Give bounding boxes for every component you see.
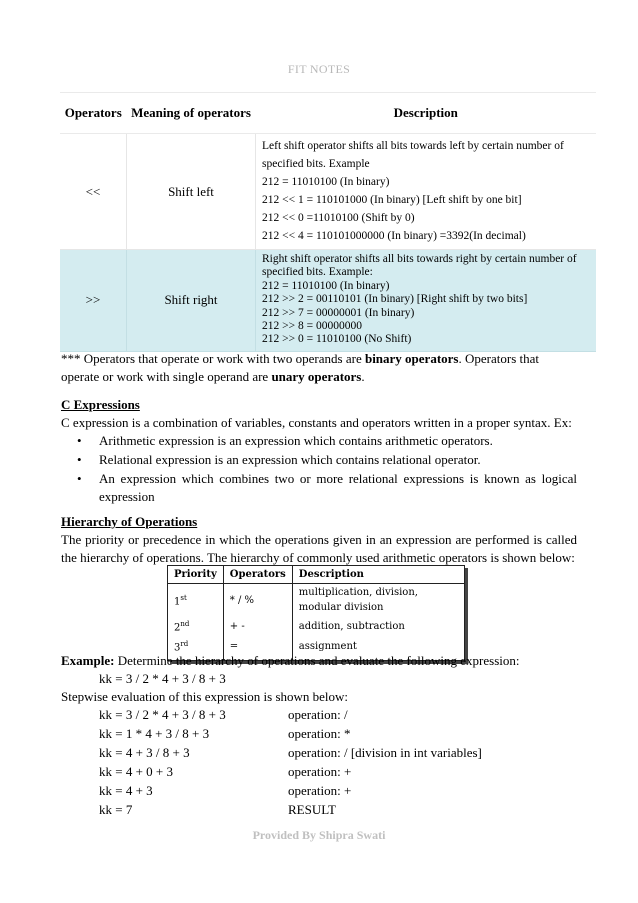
description-line: 212 << 4 = 110101000000 (In binary) =3392(In decimal) [262, 230, 526, 242]
priority-number: 3 [174, 642, 181, 654]
description-line: Right shift operator shifts all bits towards right by certain number of [262, 253, 577, 265]
c-expressions-list [61, 432, 577, 507]
list-item [61, 470, 577, 506]
priority-suffix: st [180, 593, 187, 602]
operators-table-header-row [60, 93, 596, 134]
page-header: FIT NOTES [287, 62, 351, 76]
header-description: Description [292, 566, 464, 584]
step-row [99, 802, 482, 821]
priority-suffix: nd [180, 620, 190, 628]
operator-cell: << [60, 134, 127, 250]
step-operation: RESULT [288, 802, 336, 817]
step-expression: kk = 4 + 0 + 3 [99, 764, 173, 779]
description-cell [256, 250, 597, 352]
table-row [168, 616, 465, 636]
example-statement [61, 652, 577, 670]
step-expression: kk = 3 / 2 * 4 + 3 / 8 + 3 [99, 707, 226, 722]
list-item-text: Relational expression is an expression which contains relational operator. [99, 452, 481, 467]
description-line: 212 >> 7 = 00000001 (In binary) [262, 306, 415, 319]
note-unary-operators: unary operators [271, 369, 362, 384]
description-cell: addition, subtraction [298, 620, 405, 632]
step-operation: operation: / [division in int variables] [288, 745, 482, 760]
header-operators: Operators [60, 93, 127, 134]
page-footer: Provided By Shipra Swati [252, 828, 386, 842]
step-row [99, 745, 482, 764]
c-expressions-heading: C Expressions [61, 397, 140, 412]
hierarchy-text: The priority or precedence in which the operations given in an expression are performed is called the hierarchy of operations. The hierarchy of commonly used arithmetic operators is shown below: [61, 532, 577, 565]
list-item [61, 432, 577, 450]
operators-cell: = [223, 636, 292, 660]
step-expression: kk = 1 * 4 + 3 / 8 + 3 [99, 726, 210, 741]
operators-table [60, 92, 596, 352]
priority-number: 2 [174, 622, 181, 634]
header-meaning: Meaning of operators [127, 93, 256, 134]
note-text: . Operators that operate or work with single operand are [61, 351, 540, 384]
step-operation: operation: / [288, 707, 348, 722]
meaning-cell: Shift left [127, 134, 256, 250]
header-priority: Priority [168, 566, 224, 584]
step-row [99, 726, 482, 745]
priority-cell [168, 616, 224, 636]
example-label: Example: [61, 653, 115, 668]
evaluation-steps [99, 707, 482, 821]
description-line: specified bits. Example: [262, 266, 373, 279]
description-line: 212 >> 8 = 00000000 [262, 320, 362, 333]
step-expression: kk = 7 [99, 802, 133, 817]
operators-cell: + - [223, 616, 292, 636]
step-row [99, 764, 482, 783]
description-line: 212 << 1 = 110101000 (In binary) [Left shift by one bit] [262, 194, 522, 206]
priority-table-header-row [168, 566, 465, 584]
step-operation: operation: + [288, 783, 352, 798]
header-description: Description [256, 93, 597, 134]
description-line: 212 = 11010100 (In binary) [262, 176, 390, 188]
c-expressions-intro: C expression is a combination of variables, constants and operators written in a proper syntax. Ex: [61, 415, 572, 430]
description-line: 212 >> 0 = 11010100 (No Shift) [262, 333, 412, 346]
list-item-text: Arithmetic expression is an expression which contains arithmetic operators. [99, 433, 493, 448]
hierarchy-heading: Hierarchy of Operations [61, 514, 198, 529]
note-text: . [361, 369, 365, 384]
description-line: 212 << 0 =11010100 (Shift by 0) [262, 212, 415, 224]
example-text: Determine the hierarchy of operations and evaluate the following expression: [114, 653, 520, 668]
header-operators: Operators [223, 566, 292, 584]
description-cell: assignment [298, 640, 357, 652]
operators-note [61, 350, 577, 386]
bullet-icon: • [77, 471, 82, 486]
priority-table [167, 565, 465, 661]
operator-cell: >> [60, 250, 127, 352]
example-expression: kk = 3 / 2 * 4 + 3 / 8 + 3 [99, 671, 226, 686]
stepwise-intro: Stepwise evaluation of this expression is shown below: [61, 689, 349, 704]
priority-cell [168, 584, 224, 617]
description-cell: multiplication, division, modular division [298, 587, 418, 613]
step-row [99, 783, 482, 802]
step-operation: operation: + [288, 764, 352, 779]
description-cell [256, 134, 597, 250]
step-expression: kk = 4 + 3 / 8 + 3 [99, 745, 190, 760]
step-operation: operation: * [288, 726, 351, 741]
operators-cell: * / % [223, 584, 292, 617]
table-row [60, 250, 596, 352]
list-item [61, 451, 577, 469]
meaning-cell: Shift right [127, 250, 256, 352]
list-item-text: An expression which combines two or more relational expressions is known as logical expression [99, 471, 577, 504]
priority-number: 1 [174, 596, 181, 608]
note-text: *** Operators that operate or work with two operands are [61, 351, 365, 366]
description-line: Left shift operator shifts all bits towards left by certain number of [262, 140, 564, 152]
priority-suffix: rd [180, 640, 189, 649]
description-line: 212 = 11010100 (In binary) [262, 279, 390, 292]
step-row [99, 707, 482, 726]
description-line: 212 >> 2 = 00110101 (In binary) [Right shift by two bits] [262, 293, 528, 306]
bullet-icon: • [77, 433, 82, 448]
note-binary-operators: binary operators [364, 351, 459, 366]
step-expression: kk = 4 + 3 [99, 783, 153, 798]
bullet-icon: • [77, 452, 82, 467]
table-row [168, 584, 465, 617]
table-row [60, 134, 596, 250]
description-line: specified bits. Example [262, 158, 370, 170]
